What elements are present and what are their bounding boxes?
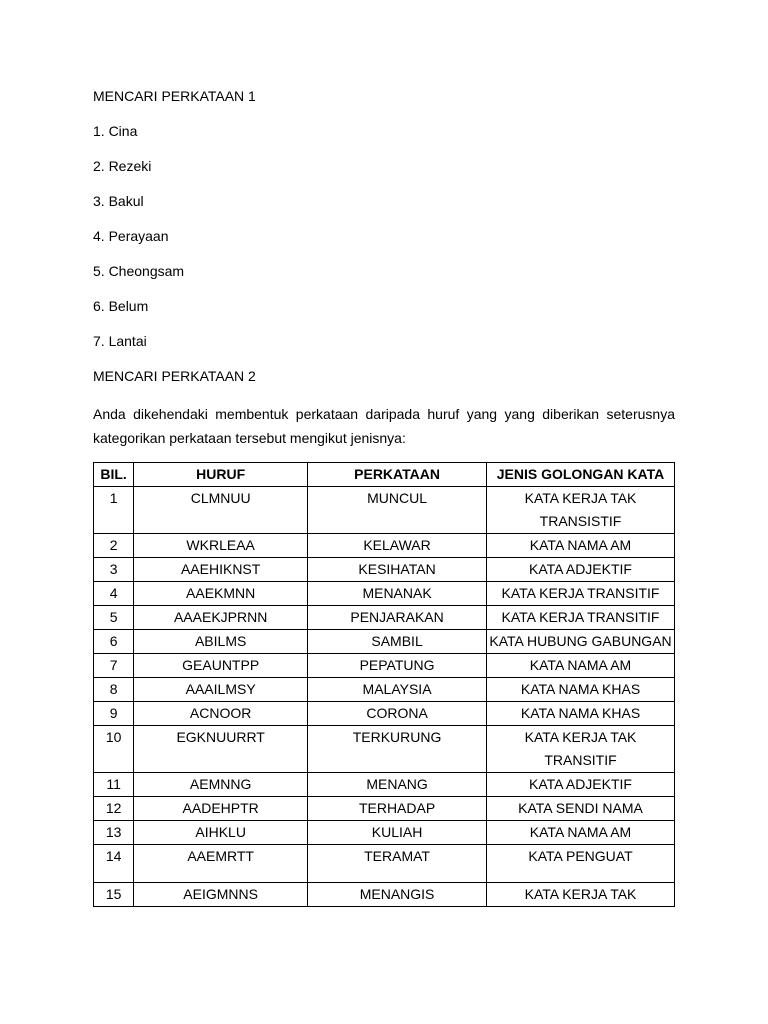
cell-jenis: KATA HUBUNG GABUNGAN	[487, 630, 675, 654]
cell-bil: 2	[94, 534, 134, 558]
cell-bil: 12	[94, 797, 134, 821]
cell-perkataan: SAMBIL	[308, 630, 487, 654]
instruction-paragraph: Anda dikehendaki membentuk perkataan daripada huruf yang yang diberikan seterusnya kategorikan perkataan tersebut mengikut jenisnya:	[93, 406, 675, 446]
table-row	[94, 702, 675, 726]
header-huruf: HURUF	[134, 463, 308, 487]
cell-huruf: CLMNUU	[134, 487, 308, 534]
cell-jenis: KATA NAMA AM	[487, 654, 675, 678]
cell-perkataan: PEPATUNG	[308, 654, 487, 678]
cell-bil: 13	[94, 821, 134, 845]
cell-perkataan: KELAWAR	[308, 534, 487, 558]
table-row	[94, 558, 675, 582]
table-row	[94, 582, 675, 606]
section1-title: MENCARI PERKATAAN 1	[93, 88, 256, 104]
table-row	[94, 678, 675, 702]
cell-perkataan: TERKURUNG	[308, 726, 487, 773]
cell-huruf: AADEHPTR	[134, 797, 308, 821]
table-header-row	[94, 463, 675, 487]
cell-jenis: KATA KERJA TAK	[487, 883, 675, 907]
cell-perkataan: PENJARAKAN	[308, 606, 487, 630]
cell-perkataan: TERAMAT	[308, 845, 487, 883]
cell-perkataan: TERHADAP	[308, 797, 487, 821]
cell-jenis: KATA ADJEKTIF	[487, 558, 675, 582]
table-row	[94, 845, 675, 883]
word-table	[93, 462, 675, 907]
cell-huruf: GEAUNTPP	[134, 654, 308, 678]
cell-perkataan: MALAYSIA	[308, 678, 487, 702]
cell-huruf: WKRLEAA	[134, 534, 308, 558]
cell-perkataan: MENANG	[308, 773, 487, 797]
cell-jenis: KATA NAMA KHAS	[487, 678, 675, 702]
cell-bil: 7	[94, 654, 134, 678]
cell-jenis: KATA NAMA AM	[487, 821, 675, 845]
word-list-item: 7. Lantai	[93, 333, 147, 349]
table-row	[94, 654, 675, 678]
table-row	[94, 821, 675, 845]
cell-huruf: EGKNUURRT	[134, 726, 308, 773]
cell-bil: 8	[94, 678, 134, 702]
header-jenis: JENIS GOLONGAN KATA	[487, 463, 675, 487]
cell-bil: 3	[94, 558, 134, 582]
cell-perkataan: CORONA	[308, 702, 487, 726]
cell-jenis: KATA NAMA KHAS	[487, 702, 675, 726]
cell-bil: 11	[94, 773, 134, 797]
table-row	[94, 773, 675, 797]
cell-huruf: ACNOOR	[134, 702, 308, 726]
cell-bil: 1	[94, 487, 134, 534]
cell-perkataan: MUNCUL	[308, 487, 487, 534]
cell-bil: 9	[94, 702, 134, 726]
cell-perkataan: MENANGIS	[308, 883, 487, 907]
table-row	[94, 883, 675, 907]
cell-jenis: KATA PENGUAT	[487, 845, 675, 883]
cell-huruf: ABILMS	[134, 630, 308, 654]
cell-huruf: AEMNNG	[134, 773, 308, 797]
word-list-item: 1. Cina	[93, 123, 138, 139]
cell-jenis: KATA ADJEKTIF	[487, 773, 675, 797]
cell-perkataan: MENANAK	[308, 582, 487, 606]
table-row	[94, 797, 675, 821]
word-list-item: 4. Perayaan	[93, 228, 169, 244]
header-perkataan: PERKATAAN	[308, 463, 487, 487]
cell-perkataan: KULIAH	[308, 821, 487, 845]
cell-jenis: KATA KERJA TRANSITIF	[487, 606, 675, 630]
cell-huruf: AAAEKJPRNN	[134, 606, 308, 630]
table-row	[94, 606, 675, 630]
cell-huruf: AAEKMNN	[134, 582, 308, 606]
cell-bil: 5	[94, 606, 134, 630]
cell-jenis: KATA KERJA TAK TRANSITIF	[487, 726, 675, 773]
cell-bil: 4	[94, 582, 134, 606]
cell-jenis: KATA KERJA TRANSITIF	[487, 582, 675, 606]
cell-huruf: AAAILMSY	[134, 678, 308, 702]
table-row	[94, 630, 675, 654]
word-list-item: 6. Belum	[93, 298, 149, 314]
table-row	[94, 534, 675, 558]
cell-bil: 15	[94, 883, 134, 907]
cell-bil: 6	[94, 630, 134, 654]
cell-huruf: AAEHIKNST	[134, 558, 308, 582]
cell-perkataan: KESIHATAN	[308, 558, 487, 582]
section2-title: MENCARI PERKATAAN 2	[93, 368, 256, 384]
cell-huruf: AEIGMNNS	[134, 883, 308, 907]
cell-bil: 10	[94, 726, 134, 773]
header-bil: BIL.	[94, 463, 134, 487]
cell-jenis: KATA NAMA AM	[487, 534, 675, 558]
cell-jenis: KATA KERJA TAK TRANSISTIF	[487, 487, 675, 534]
cell-huruf: AAEMRTT	[134, 845, 308, 883]
table-row	[94, 487, 675, 534]
word-list-item: 3. Bakul	[93, 193, 144, 209]
table-row	[94, 726, 675, 773]
cell-jenis: KATA SENDI NAMA	[487, 797, 675, 821]
word-list-item: 5. Cheongsam	[93, 263, 185, 279]
cell-bil: 14	[94, 845, 134, 883]
word-list-item: 2. Rezeki	[93, 158, 152, 174]
cell-huruf: AIHKLU	[134, 821, 308, 845]
